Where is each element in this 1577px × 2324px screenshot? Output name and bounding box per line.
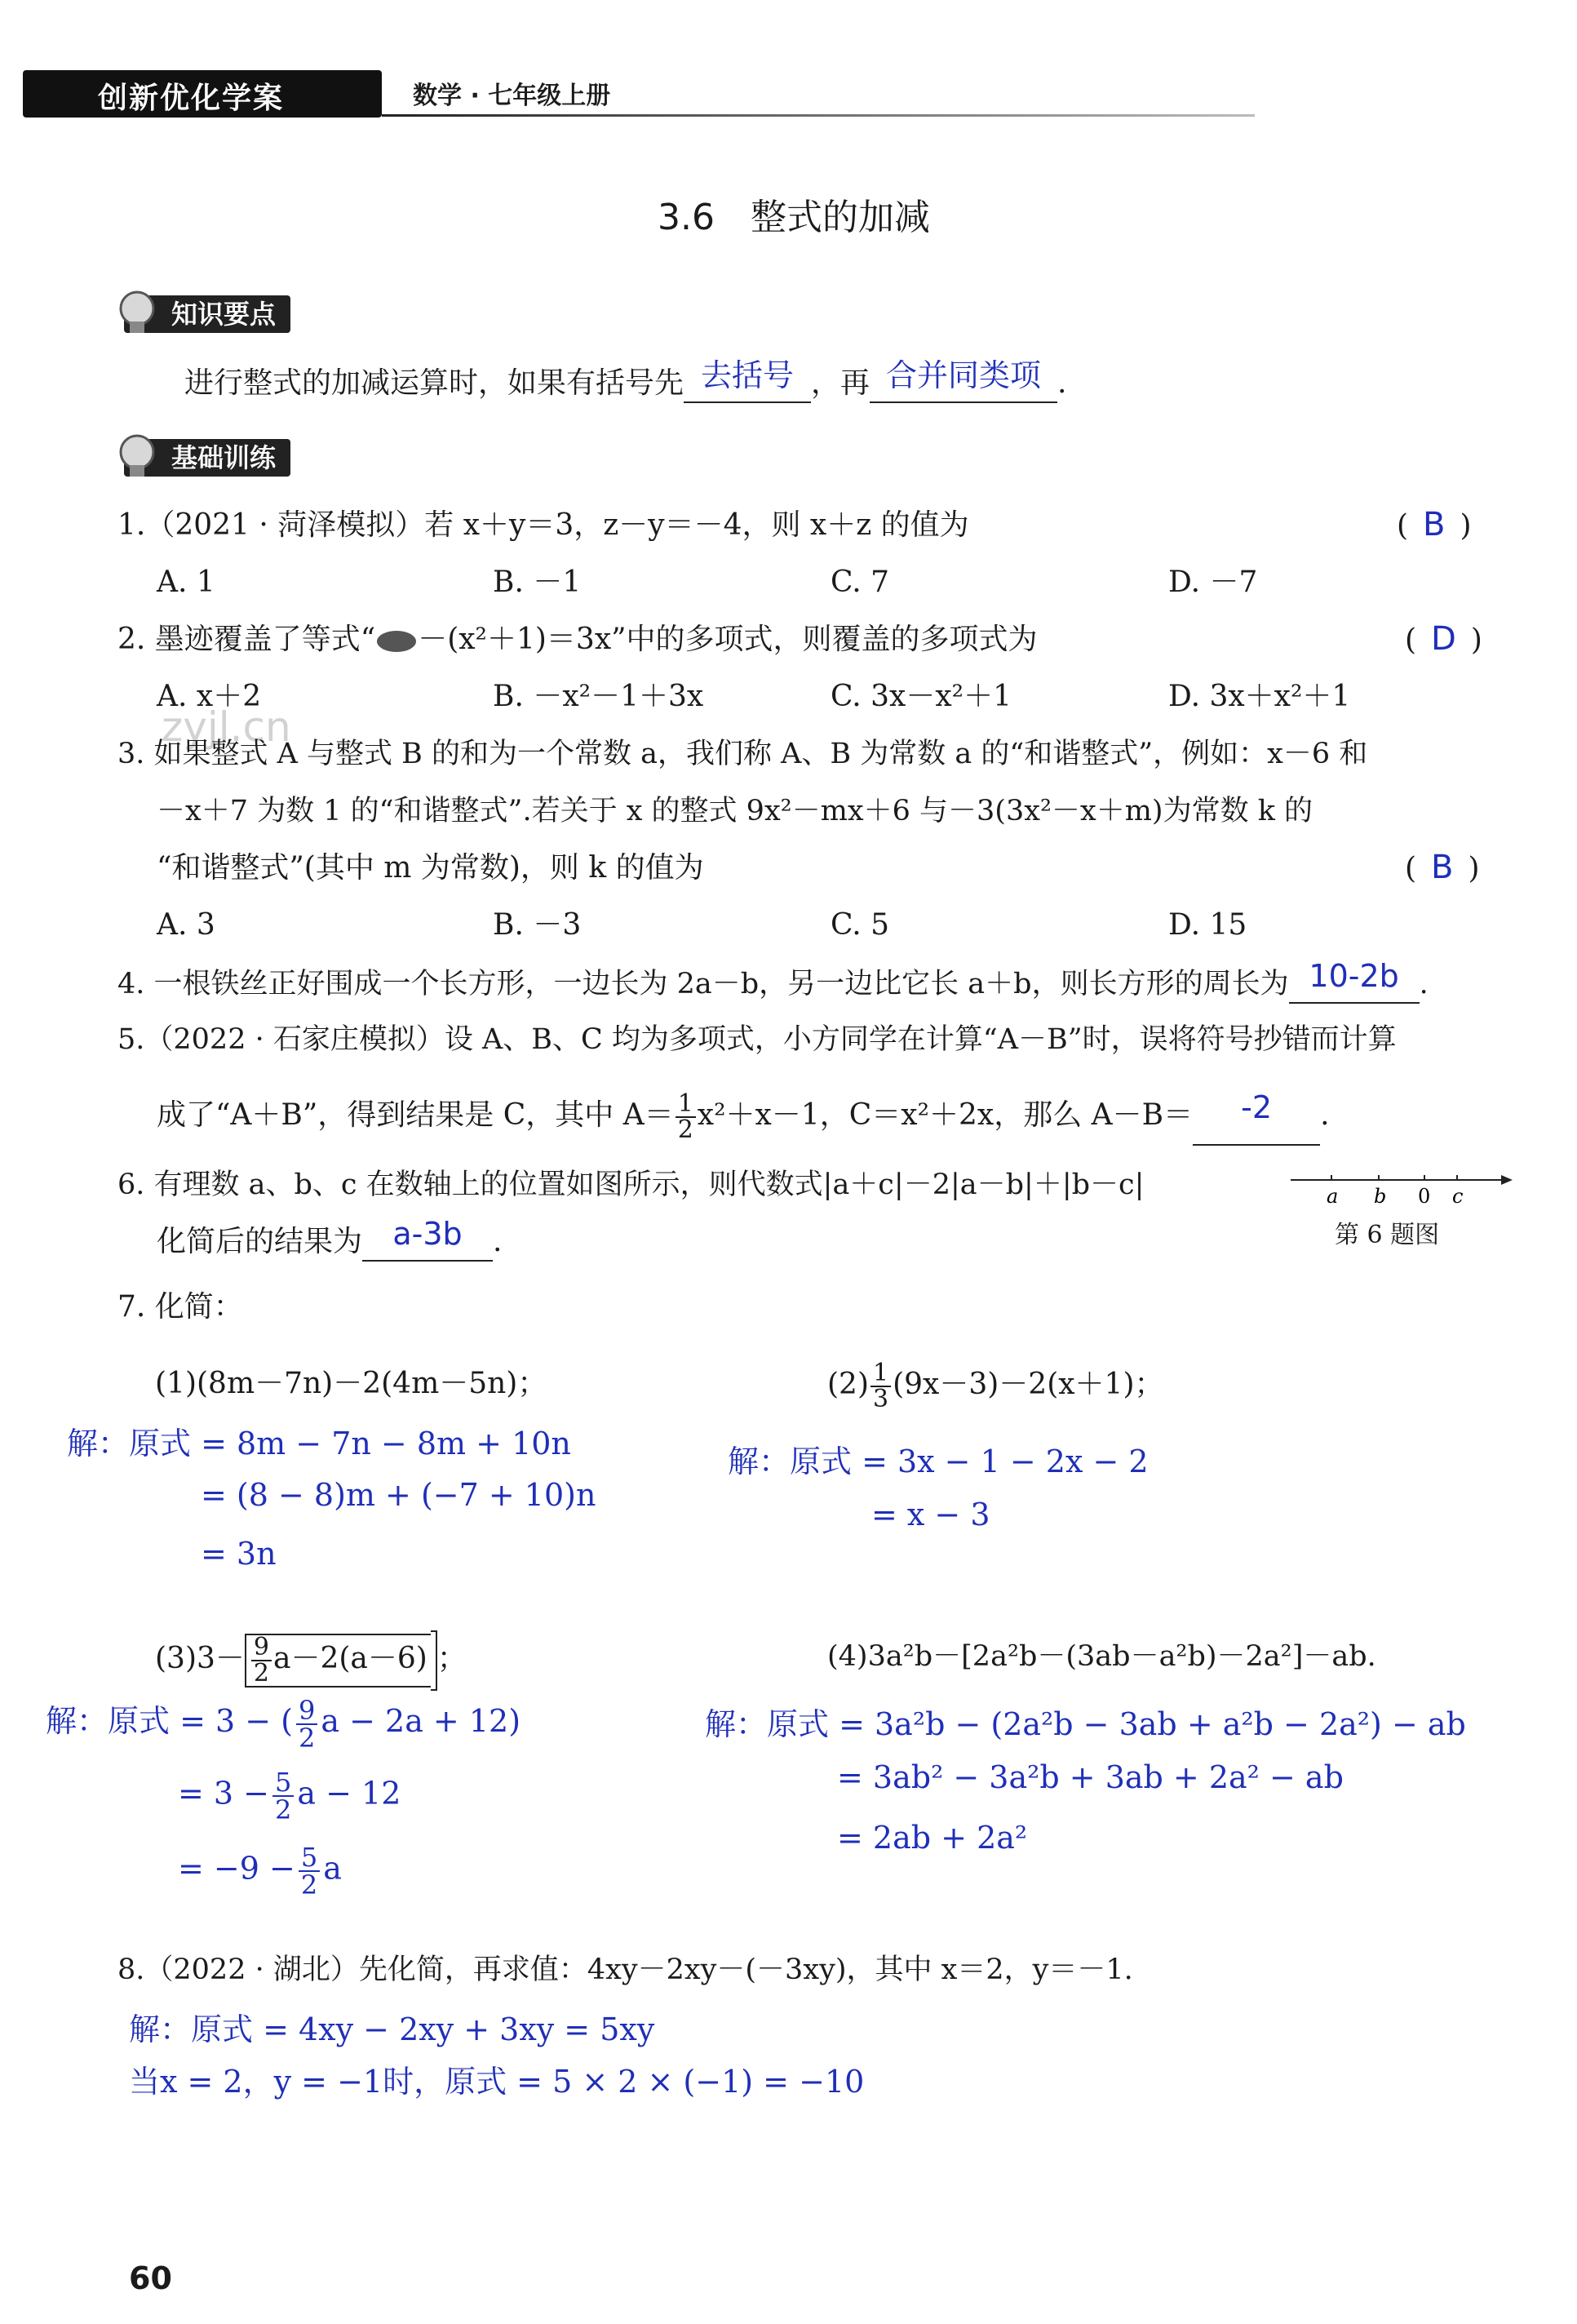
page-number: 60 bbox=[129, 2260, 172, 2296]
q5-line-2 bbox=[157, 1085, 1330, 1146]
q5-end: . bbox=[1320, 1098, 1330, 1132]
q7-1-solution-1: 解：原式 = 8m − 7n − 8m + 10n bbox=[67, 1426, 571, 1461]
q4-line bbox=[117, 958, 1429, 1004]
q5-answer: -2 bbox=[1241, 1089, 1273, 1125]
section-title: 3.6 整式的加减 bbox=[658, 197, 930, 238]
q7-3-sol-frac-3-den: 2 bbox=[300, 1869, 318, 1900]
knowledge-text-a: 进行整式的加减运算时，如果有括号先 bbox=[184, 366, 684, 400]
q1-answer: B bbox=[1423, 506, 1446, 543]
q3-line-1: 3. 如果整式 A 与整式 B 的和为一个常数 a，我们称 A、B 为常数 a 的“和谐整式”，例如：x－6 和 bbox=[117, 738, 1368, 770]
q2-option-c: C. 3x－x²＋1 bbox=[831, 680, 1012, 713]
q8-stem: 8.（2022 · 湖北）先化简，再求值：4xy－2xy－(－3xy)，其中 x＝2，y＝－1. bbox=[117, 1954, 1133, 1986]
q3-line-2: －x＋7 为数 1 的“和谐整式”.若关于 x 的整式 9x²－mx＋6 与－3(3x²－x＋m)为常数 k 的 bbox=[157, 795, 1313, 827]
q1-stem: 1.（2021 · 菏泽模拟）若 x＋y＝3，z－y＝－4，则 x＋z 的值为 bbox=[117, 508, 969, 542]
q7-3-solution-1 bbox=[46, 1694, 521, 1754]
q3-option-d: D. 15 bbox=[1168, 908, 1247, 942]
ink-blot-icon bbox=[377, 631, 416, 652]
label-0: 0 bbox=[1418, 1185, 1431, 1208]
q2-stem-a: 2. 墨迹覆盖了等式“ bbox=[117, 623, 376, 656]
bulb-icon bbox=[117, 289, 160, 338]
q5-blank bbox=[1193, 1085, 1320, 1146]
knowledge-answer-2: 合并同类项 bbox=[886, 357, 1042, 393]
q7-1-problem: (1)(8m－7n)－2(4m－5n)； bbox=[155, 1367, 547, 1400]
header-rule bbox=[382, 114, 1255, 117]
q7-2-frac-den: 3 bbox=[873, 1385, 889, 1413]
q3-option-b: B. －3 bbox=[493, 908, 582, 942]
q7-2-fraction bbox=[870, 1361, 891, 1412]
knowledge-text-c: . bbox=[1057, 366, 1067, 400]
q3-answer-paren: ( B ) bbox=[1405, 849, 1480, 886]
q5-line-1: 5.（2022 · 石家庄模拟）设 A、B、C 均为多项式，小方同学在计算“A－B”时，误将符号抄错而计算 bbox=[117, 1023, 1397, 1056]
knowledge-blank-2 bbox=[870, 357, 1057, 403]
knowledge-text-b: ，再 bbox=[811, 366, 870, 400]
q6-blank bbox=[362, 1216, 493, 1262]
knowledge-line bbox=[184, 357, 1067, 403]
q2-stem-b: －(x²＋1)＝3x”中的多项式，则覆盖的多项式为 bbox=[418, 623, 1038, 656]
q7-3-sol-c: = −9 − bbox=[178, 1850, 295, 1887]
q5-fraction bbox=[676, 1089, 696, 1144]
q5-frac-num: 1 bbox=[676, 1092, 696, 1118]
q8-solution-2: 当x = 2，y = −1时，原式 = 5 × 2 × (−1) = −10 bbox=[129, 2064, 865, 2100]
q7-3-bracket-right bbox=[431, 1630, 437, 1691]
q8-solution-1: 解：原式 = 4xy − 2xy + 3xy = 5xy bbox=[129, 2011, 655, 2047]
q4-answer: 10-2b bbox=[1309, 958, 1399, 994]
q7-3-sol-c-b: a bbox=[323, 1850, 342, 1887]
q4-stem: 4. 一根铁丝正好围成一个长方形，一边长为 2a－b，另一边比它长 a＋b，则长方形的周长为 bbox=[117, 968, 1289, 1000]
q7-4-problem: (4)3a²b－[2a²b－(3ab－a²b)－2a²]－ab. bbox=[827, 1640, 1376, 1673]
q6-line-2-text: 化简后的结果为 bbox=[157, 1225, 363, 1258]
q7-2-solution-2: = x − 3 bbox=[871, 1497, 990, 1532]
q7-3-solution-2 bbox=[178, 1769, 401, 1823]
q7-2-frac-num: 1 bbox=[870, 1361, 891, 1387]
q6-line-1: 6. 有理数 a、b、c 在数轴上的位置如图所示，则代数式|a＋c|－2|a－b|＋|b－c| bbox=[117, 1169, 1145, 1201]
label-c: c bbox=[1452, 1185, 1464, 1208]
q7-3-sol-frac-2-num: 5 bbox=[272, 1769, 294, 1797]
q7-4-solution-2: = 3ab² − 3a²b + 3ab + 2a² − ab bbox=[837, 1759, 1344, 1795]
q7-2-solution-1: 解：原式 = 3x − 1 − 2x − 2 bbox=[728, 1444, 1149, 1479]
q7-1-solution-3: = 3n bbox=[201, 1536, 277, 1572]
q6-answer: a-3b bbox=[392, 1216, 463, 1252]
q6-end: . bbox=[493, 1225, 503, 1258]
series-title: 创新优化学案 bbox=[98, 82, 285, 115]
knowledge-answer-1: 去括号 bbox=[701, 357, 795, 393]
knowledge-tag-label: 知识要点 bbox=[171, 299, 277, 330]
q5-line-2b: x²＋x－1，C＝x²＋2x，那么 A－B＝ bbox=[697, 1098, 1194, 1132]
q3-line-3: “和谐整式”(其中 m 为常数)，则 k 的值为 bbox=[157, 851, 704, 885]
label-b: b bbox=[1374, 1185, 1387, 1208]
q2-option-a: A. x＋2 bbox=[157, 680, 262, 713]
q2-answer: D bbox=[1431, 620, 1456, 658]
book-title: 数学 · 七年级上册 bbox=[413, 82, 611, 110]
q5-frac-den: 2 bbox=[677, 1115, 693, 1144]
q4-end: . bbox=[1419, 968, 1429, 1000]
q2-option-b: B. －x²－1＋3x bbox=[493, 680, 704, 713]
basic-tag bbox=[124, 439, 290, 477]
q7-3-bracket bbox=[245, 1634, 431, 1688]
q1-option-d: D. －7 bbox=[1168, 565, 1258, 599]
q7-3-sol-a-b: a − 2a + 12) bbox=[321, 1703, 521, 1739]
figure-caption: 第 6 题图 bbox=[1335, 1221, 1440, 1249]
q5-line-2a: 成了“A＋B”，得到结果是 C，其中 A＝ bbox=[157, 1098, 674, 1132]
bulb-icon bbox=[117, 432, 160, 481]
q1-option-b: B. －1 bbox=[493, 565, 582, 599]
q7-2-problem-a: (2) bbox=[827, 1368, 869, 1401]
q2-option-d: D. 3x＋x²＋1 bbox=[1168, 680, 1351, 713]
q6-line-2 bbox=[157, 1216, 503, 1262]
q7-3-solution-3 bbox=[178, 1844, 342, 1898]
q7-3-sol-frac-1-num: 9 bbox=[296, 1697, 317, 1725]
q7-3-fraction bbox=[251, 1635, 272, 1686]
header-bar bbox=[23, 70, 382, 118]
q1-option-a: A. 1 bbox=[157, 565, 215, 599]
number-line-figure bbox=[1287, 1162, 1516, 1211]
q7-3-sol-frac-1 bbox=[296, 1694, 317, 1754]
q7-3-problem-b: a－2(a－6) bbox=[273, 1642, 427, 1675]
knowledge-tag bbox=[124, 295, 290, 333]
q7-3-sol-b: = 3 − bbox=[178, 1775, 270, 1812]
label-a: a bbox=[1327, 1185, 1339, 1208]
number-line-arrow bbox=[1501, 1175, 1513, 1185]
q7-3-sol-frac-1-den: 2 bbox=[299, 1722, 316, 1754]
q1-answer-paren: ( B ) bbox=[1397, 506, 1472, 543]
q7-3-problem-a: (3)3－ bbox=[155, 1642, 245, 1675]
q7-2-problem bbox=[827, 1348, 1164, 1421]
q7-3-problem bbox=[155, 1622, 467, 1696]
q7-3-sol-frac-2 bbox=[272, 1769, 294, 1823]
q4-blank bbox=[1289, 958, 1420, 1004]
q3-answer: B bbox=[1431, 849, 1454, 886]
basic-tag-label: 基础训练 bbox=[171, 442, 277, 473]
q7-title: 7. 化简： bbox=[117, 1290, 243, 1324]
q1-option-c: C. 7 bbox=[831, 565, 890, 599]
q2-answer-paren: ( D ) bbox=[1405, 620, 1482, 658]
q7-3-problem-end: ； bbox=[436, 1642, 467, 1675]
q7-4-solution-3: = 2ab + 2a² bbox=[837, 1820, 1028, 1856]
q3-option-a: A. 3 bbox=[157, 908, 215, 942]
q7-3-sol-b-b: a − 12 bbox=[297, 1775, 401, 1812]
q7-3-sol-a: 解：原式 = 3 − ( bbox=[46, 1703, 293, 1739]
q7-3-frac-num: 9 bbox=[251, 1635, 272, 1661]
q7-3-frac-den: 2 bbox=[253, 1659, 269, 1688]
q2-stem bbox=[117, 622, 1038, 658]
knowledge-blank-1 bbox=[684, 357, 811, 403]
q7-2-problem-b: (9x－3)－2(x＋1)； bbox=[893, 1368, 1164, 1401]
q7-4-solution-1: 解：原式 = 3a²b − (2a²b − 3ab + a²b − 2a²) − ab bbox=[705, 1706, 1466, 1742]
q7-3-sol-frac-3-num: 5 bbox=[299, 1844, 320, 1872]
q7-3-sol-frac-3 bbox=[299, 1844, 320, 1898]
watermark: zyjl.cn bbox=[162, 703, 291, 751]
q7-1-solution-2: = (8 − 8)m + (−7 + 10)n bbox=[201, 1477, 596, 1513]
q7-3-sol-frac-2-den: 2 bbox=[275, 1794, 292, 1825]
q3-option-c: C. 5 bbox=[831, 908, 890, 942]
